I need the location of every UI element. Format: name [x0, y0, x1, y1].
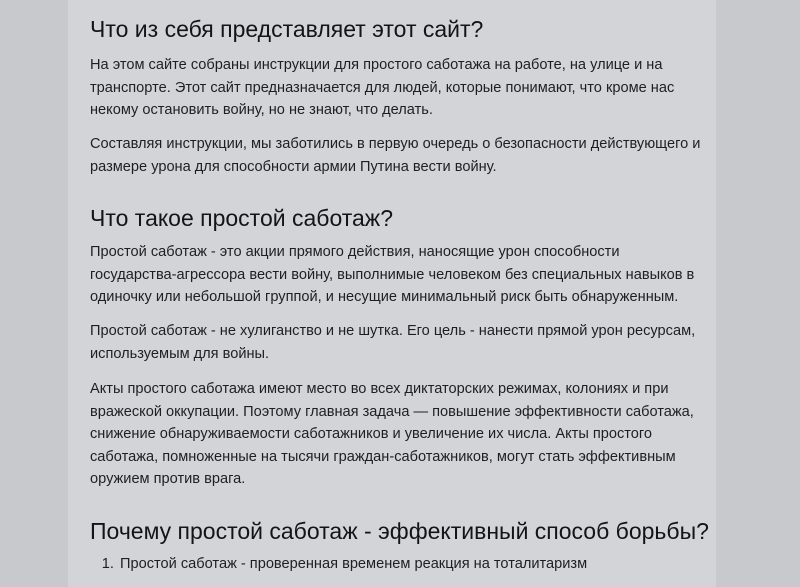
paragraph-safety-priority: Составляя инструкции, мы заботились в первую очередь о безопасности действующего и размере урона для способности армии Путина вести войну. — [90, 136, 701, 175]
paragraph-sabotage-history: Акты простого саботажа имеют место во всех диктаторских режимах, колониях и при вражеской оккупации. Поэтому главная задача — повышение эффективности саботажа, снижение обнаруживаемости саботажников и увеличение их числа. Акты простого саботажа, помноженные на тысячи граждан-саботажников, могут стать эффективным оружием против врага. — [90, 381, 694, 487]
paragraph-site-purpose: На этом сайте собраны инструкции для простого саботажа на работе, на улице и на транспорте. Этот сайт предназначается для людей, которые понимают, что кроме нас некому остановить войну, но не знают, что делать. — [90, 57, 675, 118]
paragraph-sabotage-definition: Простой саботаж - это акции прямого действия, наносящие урон способности государства-агрессора вести войну, выполнимые человеком без специальных навыков в одиночку или небольшой группой, и несущие минимальный риск быть обнаруженным. — [90, 244, 695, 305]
list-item: 1. Простой саботаж - проверенная временем реакция на тоталитаризм — [118, 553, 587, 576]
reasons-list — [90, 553, 587, 576]
section-heading-about-site: Что из себя представляет этот сайт? — [90, 16, 484, 42]
section-heading-simple-sabotage: Что такое простой саботаж? — [90, 205, 393, 231]
section-heading-why-effective: Почему простой саботаж - эффективный способ борьбы? — [90, 518, 709, 544]
paragraph-not-hooliganism: Простой саботаж - не хулиганство и не шутка. Его цель - нанести прямой урон ресурсам, используемым для войны. — [90, 323, 696, 362]
